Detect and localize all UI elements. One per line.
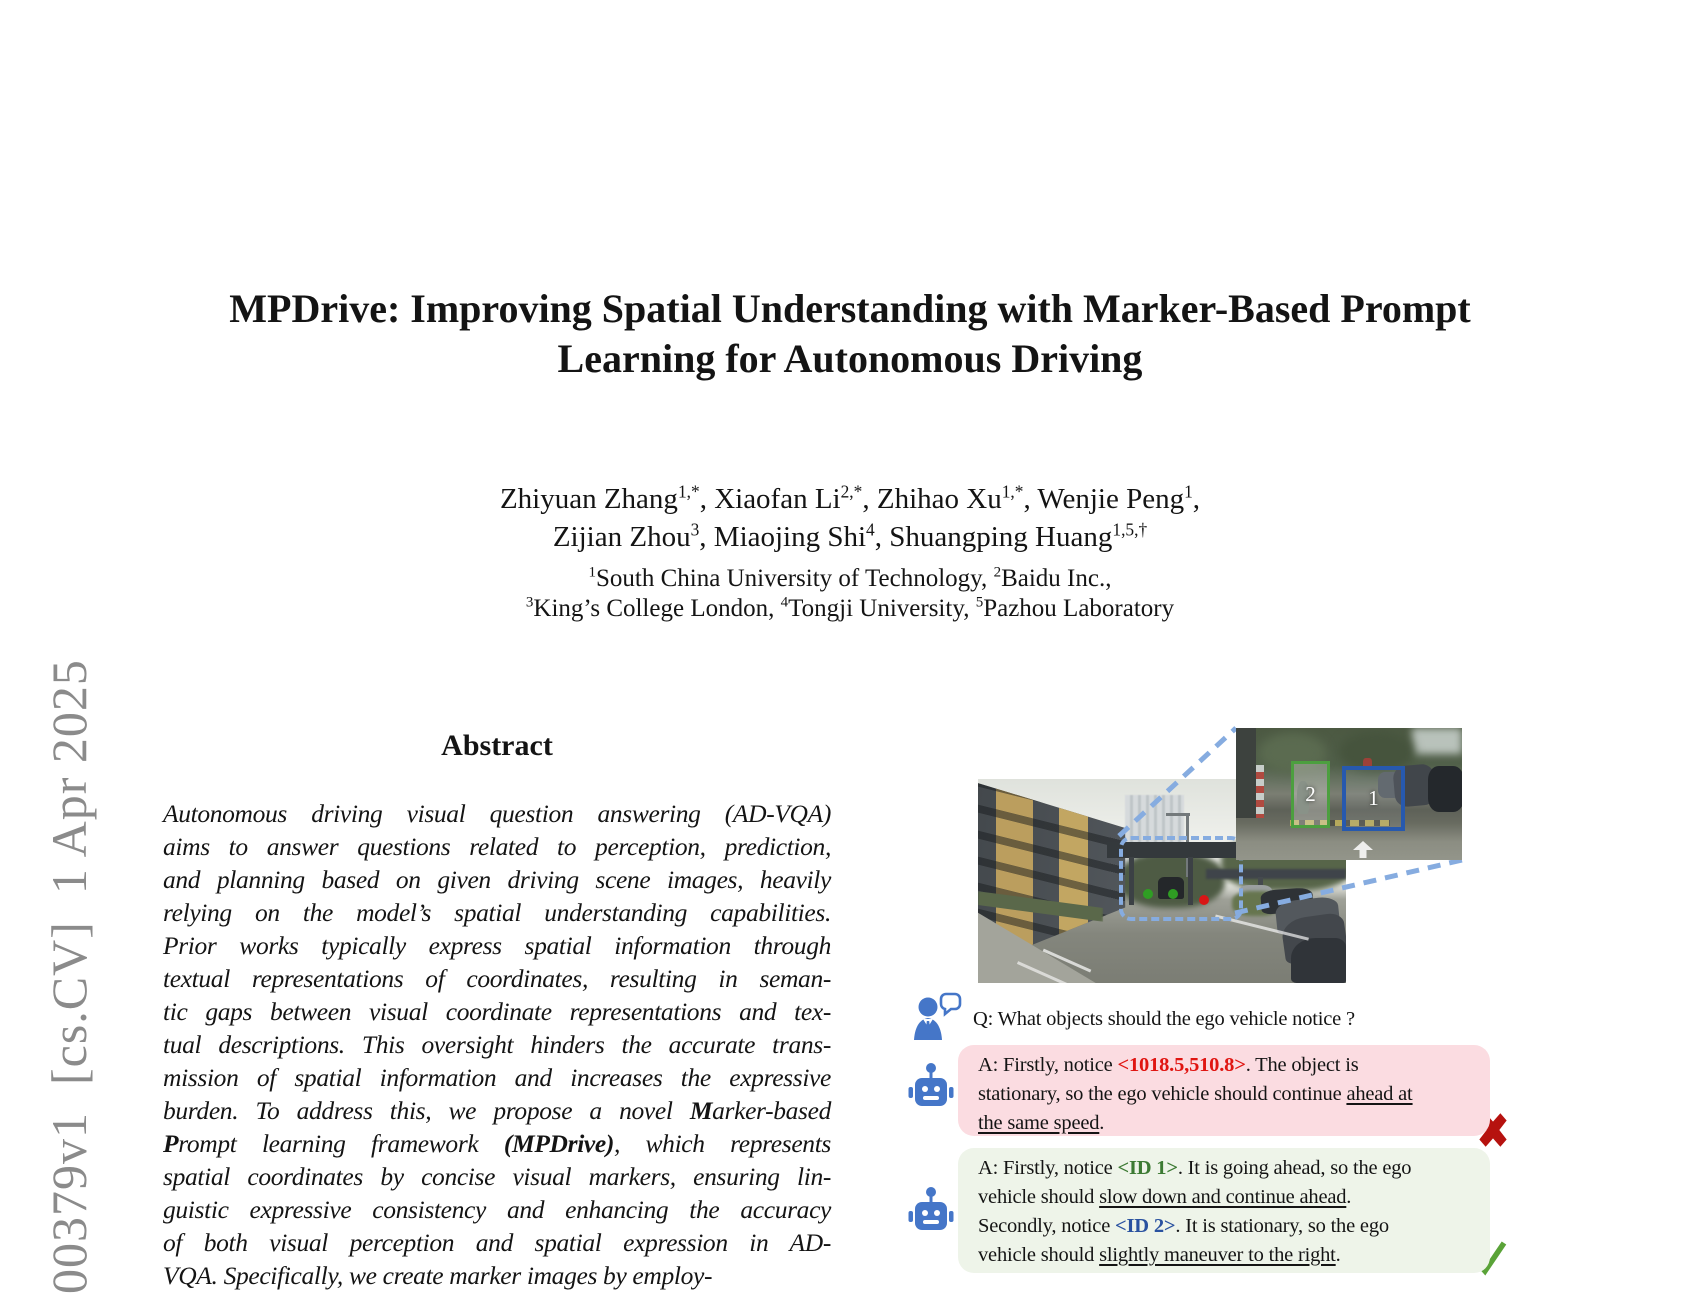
abstract-line: tic gaps between visual coordinate representations and tex- (163, 997, 831, 1026)
user-icon (911, 991, 965, 1043)
wrong-answer-text: A: Firstly, notice <1018.5,510.8>. The object is stationary, so the ego vehicle should continue ahead at the same speed. (978, 1054, 1413, 1134)
abstract-line: Prompt learning framework (MPDrive), which represents (163, 1129, 831, 1158)
abstract-line: tual descriptions. This oversight hinders the accurate trans- (163, 1030, 831, 1059)
abstract-line: and planning based on given driving scene images, heavily (163, 865, 831, 894)
correct-answer-text: A: Firstly, notice <ID 1>. It is going ahead, so the ego vehicle should slow down and continue ahead. Secondly, notice <ID 2>. It is stationary, so the ego vehicle should slightly maneuver to the right. (978, 1157, 1412, 1266)
abstract-line: aims to answer questions related to perception, prediction, (163, 832, 831, 861)
parked-car (1428, 766, 1462, 812)
abstract-line: textual representations of coordinates, resulting in seman- (163, 964, 831, 993)
robot-icon (908, 1186, 954, 1240)
abstract-line: VQA. Specifically, we create marker images by employ- (163, 1261, 713, 1290)
affiliation-line2: $^3$King’s College London, $^4$Tongji University, $^5$Pazhou Laboratory (525, 594, 1175, 622)
abstract-heading: Abstract (441, 729, 553, 762)
paper-title-line1: MPDrive: Improving Spatial Understanding with Marker-Based Prompt (229, 286, 1471, 331)
affiliation-line1: $^1$South China University of Technology, $^2$Baidu Inc., (588, 564, 1112, 592)
abstract-line: of both visual perception and spatial expression in AD- (163, 1228, 831, 1257)
author-line2: Zijian Zhou$^3$, Miaojing Shi$^4$, Shuangping Huang$^{1,5,\dagger}$ (552, 519, 1148, 553)
abstract-line: relying on the model’s spatial understanding capabilities. (163, 898, 831, 927)
abstract-line: Prior works typically express spatial information through (163, 931, 831, 960)
abstract-body (163, 797, 831, 1292)
author-line1: Zhiyuan Zhang$^{1,*}$, Xiaofan $Li^{2,*}$, Zhihao $Xu^{1,*}$, Wenjie Peng$^1$, (499, 481, 1201, 515)
paper-title-line2: Learning for Autonomous Driving (557, 336, 1143, 381)
abstract-line: spatial coordinates by concise visual markers, ensuring lin- (163, 1162, 831, 1191)
abstract-line: Autonomous driving visual question answering (AD-VQA) (163, 799, 831, 828)
striped-pole (1256, 765, 1264, 818)
wrong-answer-box (958, 1045, 1490, 1136)
roi-dashed-rect (1119, 836, 1243, 921)
abstract-line: guistic expressive consistency and enhancing the accuracy (163, 1195, 831, 1224)
robot-icon (908, 1062, 954, 1116)
correct-answer-box (958, 1148, 1490, 1273)
question-text: Q: What objects should the ego vehicle notice ? (973, 1008, 1355, 1030)
paper-title (0, 284, 1700, 384)
speech-bubble-icon (941, 994, 960, 1014)
affiliation-list (0, 564, 1700, 624)
detection-box-1-label: 1 (1368, 786, 1379, 810)
zoomed-inset-image (1236, 728, 1462, 860)
up-arrow-road-marking-icon (1353, 841, 1373, 858)
detection-box-1 (1342, 766, 1405, 831)
arxiv-watermark: 00379v1 [cs.CV] 1 Apr 2025 (41, 659, 97, 1294)
author-list (0, 480, 1700, 556)
abstract-line: burden. To address this, we propose a novel Marker-based (163, 1096, 831, 1125)
detection-box-2 (1291, 761, 1330, 828)
abstract-line: mission of spatial information and increases the expressive (163, 1063, 831, 1092)
detection-box-2-label: 2 (1305, 782, 1316, 806)
